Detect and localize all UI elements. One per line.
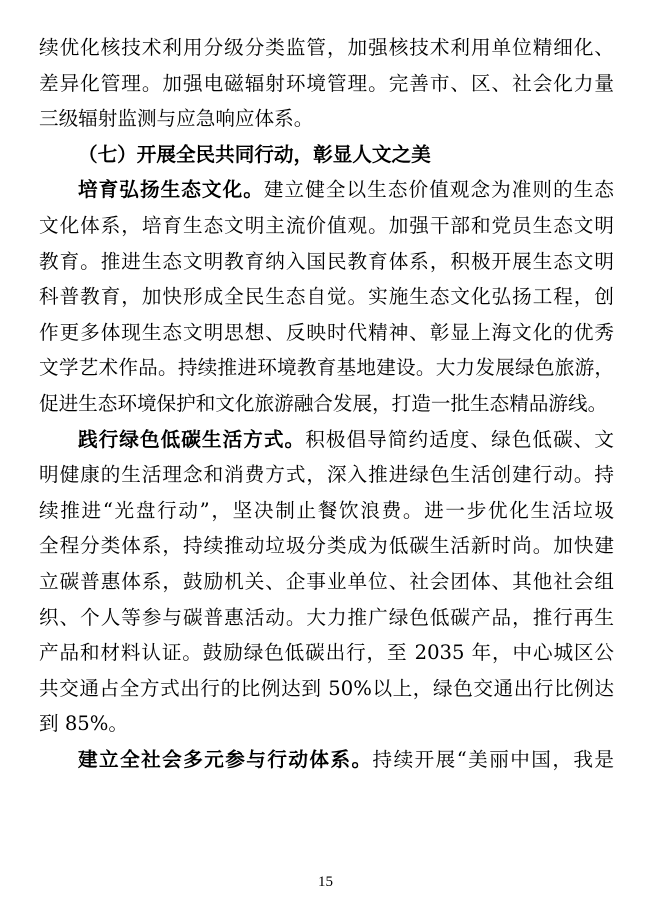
paragraph-3-first-line [39, 742, 614, 778]
paragraph-2-line: 续推进“光盘行动”，坚决制止餐饮浪费。进一步优化生活垃圾 [39, 498, 614, 522]
paragraph-1-line: 作更多体现生态文明思想、反映时代精神、彰显上海文化的优秀 [39, 320, 614, 344]
intro-line: 差异化管理。加强电磁辐射环境管理。完善市、区、社会化力量 [39, 71, 614, 95]
intro-line: 三级辐射监测与应急响应体系。 [39, 107, 314, 131]
paragraph-1-first-line [39, 172, 614, 208]
paragraph-1-line: 促进生态环境保护和文化旅游融合发展，打造一批生态精品游线。 [39, 391, 608, 415]
section-heading: （七）开展全民共同行动，彰显人文之美 [78, 142, 431, 166]
paragraph-1-line: 文化体系，培育生态文明主流价值观。加强干部和党员生态文明 [39, 213, 614, 237]
paragraph-1-line: 教育。推进生态文明教育纳入国民教育体系，积极开展生态文明 [39, 249, 614, 273]
paragraph-3-lead: 建立全社会多元参与行动体系。 [78, 747, 373, 771]
paragraph-2-first-line [39, 422, 614, 458]
paragraph-2-line: 织、个人等参与碳普惠活动。大力推广绿色低碳产品，推行再生 [39, 605, 614, 629]
paragraph-2-line: 明健康的生活理念和消费方式，深入推进绿色生活创建行动。持 [39, 463, 614, 487]
paragraph-2-lead: 践行绿色低碳生活方式。 [78, 427, 306, 451]
paragraph-2-line: 产品和材料认证。鼓励绿色低碳出行，至 2035 年，中心城区公 [39, 641, 614, 665]
intro-line: 续优化核技术利用分级分类监管，加强核技术利用单位精细化、 [39, 36, 614, 59]
body-text [39, 30, 614, 777]
paragraph-1-first-line-text: 建立健全以生态价值观念为准则的生态 [263, 178, 614, 202]
paragraph-1-lead: 培育弘扬生态文化。 [78, 178, 264, 202]
paragraph-1-line: 文学艺术作品。持续推进环境教育基地建设。大力发展绿色旅游， [39, 356, 614, 380]
paragraph-2-line: 到 85%。 [39, 712, 128, 736]
page-number: 15 [318, 874, 333, 890]
paragraph-1-line: 科普教育，加快形成全民生态自觉。实施生态文化弘扬工程，创 [39, 285, 614, 309]
paragraph-2-line: 共交通占全方式出行的比例达到 50%以上，绿色交通出行比例达 [39, 676, 614, 700]
paragraph-2-first-line-text: 积极倡导简约适度、绿色低碳、文 [305, 427, 614, 451]
paragraph-3-first-line-text: 持续开展“美丽中国，我是 [372, 747, 614, 771]
paragraph-2-line: 全程分类体系，持续推动垃圾分类成为低碳生活新时尚。加快建 [39, 534, 614, 558]
paragraph-2-line: 立碳普惠体系，鼓励机关、企事业单位、社会团体、其他社会组 [39, 569, 614, 593]
